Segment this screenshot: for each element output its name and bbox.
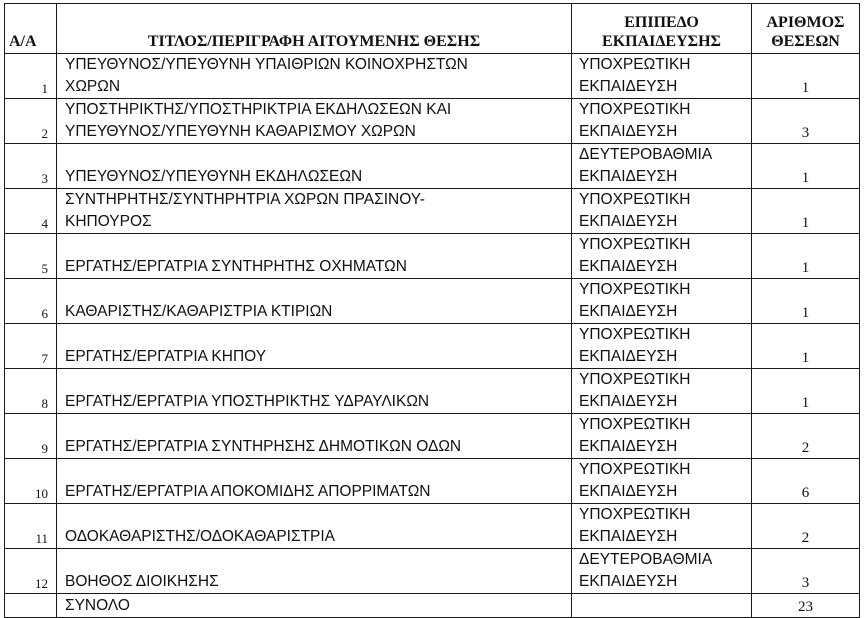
row-education-line1: ΥΠΟΧΡΕΩΤΙΚΗ [579, 281, 691, 298]
row-education [572, 369, 752, 414]
row-education-line2: ΕΚΠΑΙΔΕΥΣΗ [579, 303, 678, 320]
row-education [572, 279, 752, 324]
row-title [57, 144, 572, 189]
row-number: 2 [5, 99, 57, 144]
row-education-line2: ΕΚΠΑΙΔΕΥΣΗ [579, 573, 678, 590]
row-title-line2: ΥΠΕΥΘΥΝΟΣ/ΥΠΕΥΘΥΝΗ ΕΚΔΗΛΩΣΕΩΝ [65, 168, 363, 185]
row-title-line2: ΕΡΓΑΤΗΣ/ΕΡΓΑΤΡΙΑ ΚΗΠΟΥ [65, 348, 267, 365]
total-empty-edu-cell [572, 594, 752, 618]
row-title-line2: ΕΡΓΑΤΗΣ/ΕΡΓΑΤΡΙΑ ΣΥΝΤΗΡΗΣΗΣ ΔΗΜΟΤΙΚΩΝ ΟΔΩΝ [65, 438, 462, 455]
positions-table [4, 3, 860, 618]
table-row [5, 279, 860, 324]
row-title-line2: ΕΡΓΑΤΗΣ/ΕΡΓΑΤΡΙΑ ΣΥΝΤΗΡΗΤΗΣ ΟΧΗΜΑΤΩΝ [65, 258, 407, 275]
row-number: 8 [5, 369, 57, 414]
table-header-row [5, 4, 860, 54]
row-title-line2: ΚΑΘΑΡΙΣΤΗΣ/ΚΑΘΑΡΙΣΤΡΙΑ ΚΤΙΡΙΩΝ [65, 303, 333, 320]
table-row [5, 144, 860, 189]
row-education-line2: ΕΚΠΑΙΔΕΥΣΗ [579, 168, 678, 185]
row-title-line1: ΥΠΕΥΘΥΝΟΣ/ΥΠΕΥΘΥΝΗ ΥΠΑΙΘΡΙΩΝ ΚΟΙΝΟΧΡΗΣΤΩΝ [65, 56, 468, 73]
row-title-line1 [65, 279, 571, 301]
row-number: 10 [5, 459, 57, 504]
table-row [5, 369, 860, 414]
total-empty-cell [5, 594, 57, 618]
table-row [5, 549, 860, 594]
row-education-line2: ΕΚΠΑΙΔΕΥΣΗ [579, 213, 678, 230]
row-education-line2: ΕΚΠΑΙΔΕΥΣΗ [579, 258, 678, 275]
header-count-line1: ΑΡΙΘΜΟΣ [766, 14, 845, 31]
row-education-line1: ΥΠΟΧΡΕΩΤΙΚΗ [579, 326, 691, 343]
row-title-line1 [65, 414, 571, 436]
row-title [57, 414, 572, 459]
total-label: ΣΥΝΟΛΟ [57, 594, 572, 618]
table-row [5, 99, 860, 144]
row-title-line2: ΒΟΗΘΟΣ ΔΙΟΙΚΗΣΗΣ [65, 573, 219, 590]
header-education-line1: ΕΠΙΠΕΔΟ [624, 14, 699, 31]
row-title-line2: ΕΡΓΑΤΗΣ/ΕΡΓΑΤΡΙΑ ΥΠΟΣΤΗΡΙΚΤΗΣ ΥΔΡΑΥΛΙΚΩΝ [65, 393, 430, 410]
row-count: 1 [752, 189, 860, 234]
table-row [5, 54, 860, 99]
header-education [572, 4, 752, 54]
row-title [57, 324, 572, 369]
row-count: 3 [752, 549, 860, 594]
row-title [57, 234, 572, 279]
row-title-line1: ΥΠΟΣΤΗΡΙΚΤΗΣ/ΥΠΟΣΤΗΡΙΚΤΡΙΑ ΕΚΔΗΛΩΣΕΩΝ ΚΑΙ [65, 101, 452, 118]
row-count: 1 [752, 234, 860, 279]
row-education [572, 414, 752, 459]
row-title-line2: ΧΩΡΩΝ [65, 78, 121, 95]
row-education-line1: ΥΠΟΧΡΕΩΤΙΚΗ [579, 56, 691, 73]
row-education-line2: ΕΚΠΑΙΔΕΥΣΗ [579, 483, 678, 500]
row-education [572, 234, 752, 279]
row-number: 12 [5, 549, 57, 594]
row-education [572, 324, 752, 369]
row-title-line2: ΚΗΠΟΥΡΟΣ [65, 213, 152, 230]
row-count: 6 [752, 459, 860, 504]
row-count: 1 [752, 144, 860, 189]
row-title-line1 [65, 459, 571, 481]
row-title-line1 [65, 549, 571, 571]
row-title-line2: ΕΡΓΑΤΗΣ/ΕΡΓΑΤΡΙΑ ΑΠΟΚΟΜΙΔΗΣ ΑΠΟΡΡΙΜΑΤΩΝ [65, 483, 431, 500]
row-education-line2: ΕΚΠΑΙΔΕΥΣΗ [579, 393, 678, 410]
row-education [572, 549, 752, 594]
row-education [572, 144, 752, 189]
row-education-line1: ΥΠΟΧΡΕΩΤΙΚΗ [579, 461, 691, 478]
row-education-line2: ΕΚΠΑΙΔΕΥΣΗ [579, 438, 678, 455]
header-aa: Α/Α [5, 4, 57, 54]
table-row [5, 234, 860, 279]
row-education [572, 99, 752, 144]
row-education-line2: ΕΚΠΑΙΔΕΥΣΗ [579, 78, 678, 95]
row-number: 5 [5, 234, 57, 279]
row-title-line2: ΥΠΕΥΘΥΝΟΣ/ΥΠΕΥΘΥΝΗ ΚΑΘΑΡΙΣΜΟΥ ΧΩΡΩΝ [65, 123, 416, 140]
row-count: 3 [752, 99, 860, 144]
header-education-line2: ΕΚΠΑΙΔΕΥΣΗΣ [602, 33, 721, 50]
table-row [5, 189, 860, 234]
row-title [57, 459, 572, 504]
row-education-line1: ΥΠΟΧΡΕΩΤΙΚΗ [579, 416, 691, 433]
row-title-line1: ΣΥΝΤΗΡΗΤΗΣ/ΣΥΝΤΗΡΗΤΡΙΑ ΧΩΡΩΝ ΠΡΑΣΙΝΟΥ- [65, 191, 425, 208]
row-count: 1 [752, 279, 860, 324]
row-title [57, 99, 572, 144]
row-education-line1: ΥΠΟΧΡΕΩΤΙΚΗ [579, 191, 691, 208]
total-row [5, 594, 860, 618]
row-title-line1 [65, 369, 571, 391]
row-title [57, 369, 572, 414]
row-title-line2: ΟΔΟΚΑΘΑΡΙΣΤΗΣ/ΟΔΟΚΑΘΑΡΙΣΤΡΙΑ [65, 528, 336, 545]
row-title-line1 [65, 324, 571, 346]
row-education-line1: ΥΠΟΧΡΕΩΤΙΚΗ [579, 506, 691, 523]
row-title-line1 [65, 504, 571, 526]
row-title-line1 [65, 144, 571, 166]
row-title [57, 54, 572, 99]
row-education-line2: ΕΚΠΑΙΔΕΥΣΗ [579, 123, 678, 140]
row-count: 2 [752, 414, 860, 459]
row-count: 1 [752, 54, 860, 99]
row-number: 1 [5, 54, 57, 99]
row-title [57, 279, 572, 324]
table-body [5, 54, 860, 594]
row-title-line1 [65, 234, 571, 256]
row-count: 1 [752, 324, 860, 369]
row-title [57, 504, 572, 549]
row-education [572, 189, 752, 234]
row-education-line2: ΕΚΠΑΙΔΕΥΣΗ [579, 528, 678, 545]
header-title: ΤΙΤΛΟΣ/ΠΕΡΙΓΡΑΦΗ ΑΙΤΟΥΜΕΝΗΣ ΘΕΣΗΣ [57, 4, 572, 54]
row-education-line1: ΥΠΟΧΡΕΩΤΙΚΗ [579, 371, 691, 388]
total-count: 23 [752, 594, 860, 618]
row-title [57, 189, 572, 234]
row-number: 3 [5, 144, 57, 189]
row-education-line1: ΔΕΥΤΕΡΟΒΑΘΜΙΑ [579, 551, 713, 568]
table-row [5, 459, 860, 504]
table-row [5, 504, 860, 549]
row-education-line1: ΥΠΟΧΡΕΩΤΙΚΗ [579, 101, 691, 118]
row-number: 9 [5, 414, 57, 459]
row-count: 1 [752, 369, 860, 414]
header-count [752, 4, 860, 54]
row-education-line1: ΔΕΥΤΕΡΟΒΑΘΜΙΑ [579, 146, 713, 163]
row-education [572, 459, 752, 504]
table-row [5, 414, 860, 459]
row-education [572, 504, 752, 549]
row-count: 2 [752, 504, 860, 549]
table-row [5, 324, 860, 369]
row-number: 11 [5, 504, 57, 549]
row-number: 7 [5, 324, 57, 369]
row-number: 6 [5, 279, 57, 324]
row-title [57, 549, 572, 594]
row-education [572, 54, 752, 99]
row-number: 4 [5, 189, 57, 234]
header-count-line2: ΘΕΣΕΩΝ [771, 33, 840, 50]
row-education-line2: ΕΚΠΑΙΔΕΥΣΗ [579, 348, 678, 365]
row-education-line1: ΥΠΟΧΡΕΩΤΙΚΗ [579, 236, 691, 253]
